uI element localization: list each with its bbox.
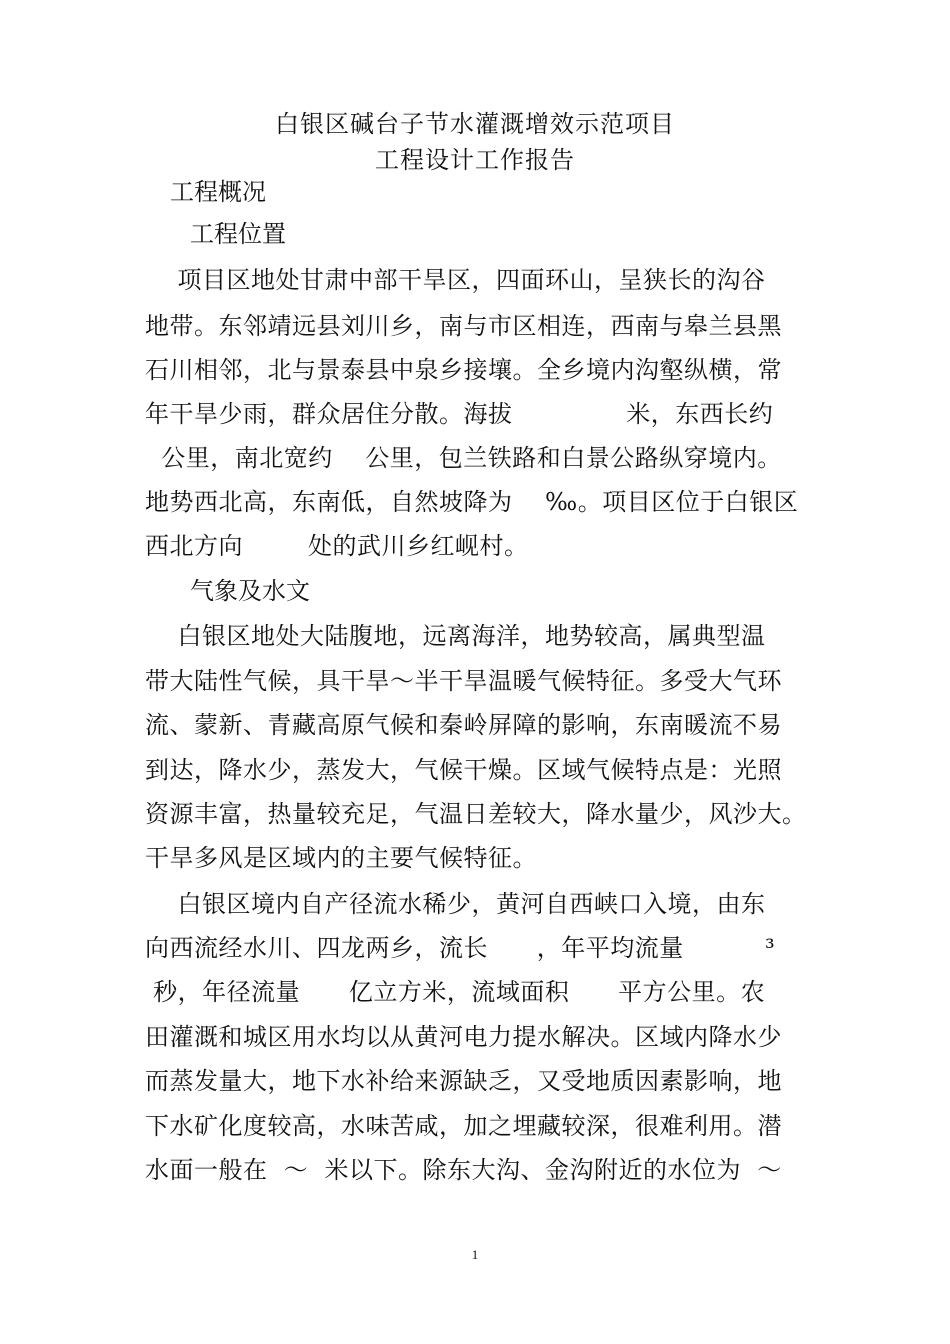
paragraph-line: 干旱多风是区域内的主要气候特征。 — [145, 844, 537, 872]
paragraph-line: 秒，年径流量 亿立方米，流域面积 平方公里。农 — [145, 978, 766, 1006]
document-subtitle: 工程设计工作报告 — [375, 146, 575, 174]
paragraph-line: 地带。东邻靖远县刘川乡，南与市区相连，西南与皋兰县黑 — [145, 312, 782, 340]
paragraph-line: 带大陆性气候，具干旱～半干旱温暖气候特征。多受大气环 — [145, 667, 782, 695]
section-heading-overview: 工程概况 — [170, 178, 266, 206]
paragraph-line: 项目区地处甘肃中部干旱区，四面环山，呈狭长的沟谷 — [145, 266, 766, 294]
paragraph-line: 田灌溉和城区用水均以从黄河电力提水解决。区域内降水少 — [145, 1023, 782, 1051]
paragraph-line: 石川相邻，北与景泰县中泉乡接壤。全乡境内沟壑纵横，常 — [145, 356, 782, 384]
paragraph-line: 流、蒙新、青藏高原气候和秦岭屏障的影响，东南暖流不易 — [145, 711, 782, 739]
paragraph-line: 下水矿化度较高，水味苦咸，加之埋藏较深，很难利用。潜 — [145, 1112, 782, 1140]
paragraph-line: 白银区地处大陆腹地，远离海洋，地势较高，属典型温 — [145, 622, 766, 650]
subsection-heading-location: 工程位置 — [190, 220, 286, 248]
paragraph-line: 年干旱少雨，群众居住分散。海拔 米，东西长约 — [145, 400, 774, 428]
paragraph-line: 而蒸发量大，地下水补给来源缺乏，又受地质因素影响，地 — [145, 1067, 782, 1095]
document-title: 白银区碱台子节水灌溉增效示范项目 — [275, 110, 675, 138]
paragraph-line: 资源丰富，热量较充足，气温日差较大，降水量少，风沙大。 — [145, 800, 807, 828]
paragraph-line: 水面一般在 ～ 米以下。除东大沟、金沟附近的水位为 ～ — [145, 1156, 782, 1184]
subsection-heading-climate: 气象及水文 — [190, 577, 310, 605]
paragraph-line: 公里，南北宽约 公里，包兰铁路和白景公路纵穿境内。 — [145, 444, 782, 472]
paragraph-line: 到达，降水少，蒸发大，气候干燥。区域气候特点是：光照 — [145, 756, 782, 784]
paragraph-line: 地势西北高，东南低，自然坡降为 ‰。项目区位于白银区 — [145, 488, 799, 516]
paragraph-line: 白银区境内自产径流水稀少，黄河自西峡口入境，由东 — [145, 890, 766, 918]
paragraph-line: 西北方向 处的武川乡红岘村。 — [145, 532, 529, 560]
page-number: 1 — [471, 1247, 479, 1262]
paragraph-line: 向西流经水川、四龙两乡，流长 ，年平均流量 ³ — [145, 934, 776, 962]
